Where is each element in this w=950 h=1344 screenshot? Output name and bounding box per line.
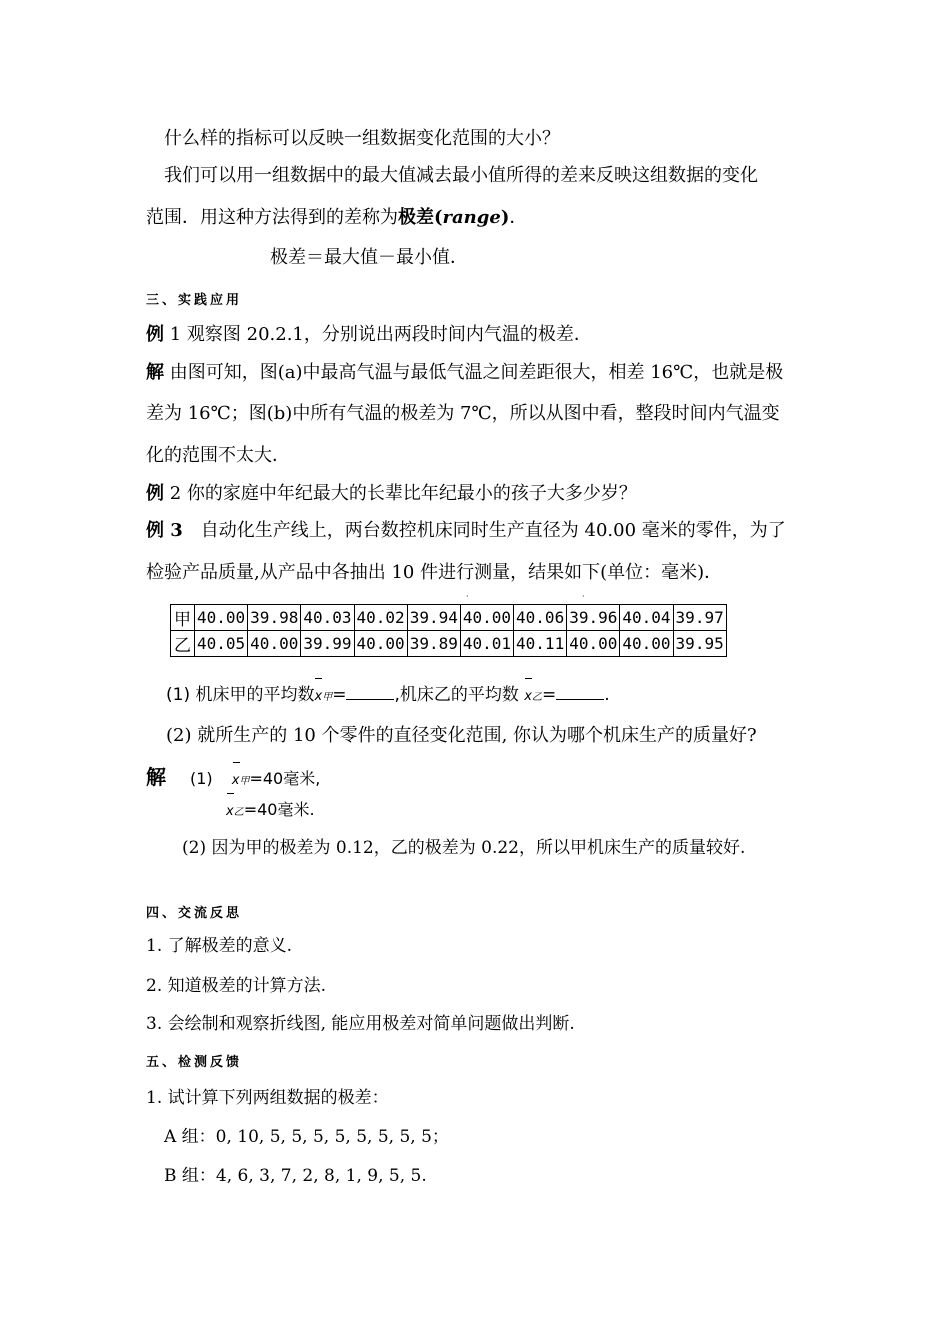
range-term-close: ) [500, 207, 510, 228]
intro-paragraph-line1: 我们可以用一组数据中的最大值减去最小值所得的差来反映这组数据的变化 [164, 165, 758, 186]
question-1 [166, 682, 610, 711]
table-cell: 39.97 [673, 605, 726, 631]
solution-1-text1: 由图可知，图(a)中最高气温与最低气温之间差距很大，相差 16℃，也就是极 [164, 362, 784, 383]
table-cell: 40.02 [354, 605, 407, 631]
stray-dot: · [582, 592, 585, 601]
table-cell: 40.00 [567, 631, 620, 657]
section-heading-feedback: 五、检测反馈 [146, 1055, 243, 1070]
question-2: (2) 就所生产的 10 个零件的直径变化范围, 你认为哪个机床生产的质量好? [166, 725, 757, 746]
equals-sign: = [541, 685, 557, 705]
table-cell: 40.00 [620, 631, 673, 657]
x-bar-symbol [524, 684, 542, 711]
row-label: 乙 [171, 631, 195, 657]
table-cell: 40.11 [514, 631, 567, 657]
range-term [398, 207, 509, 228]
equals-sign: = [332, 685, 347, 705]
solution-1-line1 [146, 360, 783, 386]
x-bar-letter: x [314, 689, 323, 704]
section-heading-reflection: 四、交流反思 [146, 906, 243, 921]
solution-3-value1: =40毫米, [249, 769, 321, 788]
table-cell: 39.99 [301, 631, 354, 657]
subscript-yi: 乙 [531, 692, 542, 703]
feedback-item-1: 1. 试计算下列两组数据的极差： [146, 1088, 389, 1108]
reflection-item-3: 3. 会绘制和观察折线图, 能应用极差对简单问题做出判断. [146, 1014, 575, 1034]
solution-1-line3: 化的范围不太大． [146, 445, 290, 466]
example-2 [146, 481, 637, 507]
table-cell: 39.96 [567, 605, 620, 631]
example-3-line2: 检验产品质量,从产品中各抽出 10 件进行测量，结果如下(单位：毫米)． [146, 562, 723, 583]
period: . [604, 685, 610, 705]
answer-blank-1[interactable] [346, 683, 394, 700]
example-3-label: 例 3 [146, 520, 183, 541]
range-term-en: range [442, 207, 501, 228]
example-1-text: 1 观察图 20.2.1，分别说出两段时间内气温的极差． [164, 324, 592, 345]
x-bar-letter: x [226, 804, 234, 819]
group-b-data: B 组：4, 6, 3, 7, 2, 8, 1, 9, 5, 5. [164, 1166, 427, 1186]
intro-question: 什么样的指标可以反映一组数据变化范围的大小？ [164, 128, 560, 149]
table-cell: 40.00 [195, 605, 248, 631]
intro-paragraph-post: ． [509, 207, 528, 228]
x-bar-letter: x [231, 773, 240, 788]
solution-3-part1-line1 [190, 766, 320, 795]
table-cell: 40.05 [195, 631, 248, 657]
section-heading-practice: 三、实践应用 [146, 293, 243, 308]
table-row [171, 605, 727, 631]
subscript-jia: 甲 [322, 692, 333, 703]
table-cell: 39.95 [673, 631, 726, 657]
solution-3-part2: (2) 因为甲的极差为 0.12，乙的极差为 0.22，所以甲机床生产的质量较好. [182, 838, 746, 858]
example-3-line1 [146, 518, 786, 544]
intro-paragraph-line2 [146, 205, 527, 231]
solution-3-part1-num: (1) [190, 769, 213, 788]
x-bar-symbol [226, 799, 244, 826]
table-cell: 40.00 [460, 605, 513, 631]
question-1-text: (1) 机床甲的平均数 [166, 685, 315, 705]
table-cell: 39.94 [407, 605, 460, 631]
table-cell: 40.01 [460, 631, 513, 657]
x-bar-letter: x [524, 689, 532, 704]
reflection-item-1: 1. 了解极差的意义. [146, 936, 293, 956]
table-cell: 40.03 [301, 605, 354, 631]
subscript-yi: 乙 [233, 807, 244, 818]
table-cell: 39.89 [407, 631, 460, 657]
measurement-table [170, 604, 727, 657]
table-cell: 39.98 [248, 605, 301, 631]
table-cell: 40.06 [514, 605, 567, 631]
table-cell: 40.04 [620, 605, 673, 631]
solution-3-label-text: 解 [146, 765, 166, 789]
range-term-cn: 极差( [398, 207, 443, 228]
row-label: 甲 [171, 605, 195, 631]
table-row [171, 631, 727, 657]
table-cell: 40.00 [248, 631, 301, 657]
group-a-data: A 组：0, 10, 5, 5, 5, 5, 5, 5, 5, 5； [164, 1127, 449, 1147]
question-1-text2: ,机床乙的平均数 [394, 685, 519, 705]
answer-blank-2[interactable] [556, 683, 604, 700]
x-bar-symbol [314, 684, 332, 711]
example-3-text1: 自动化生产线上，两台数控机床同时生产直径为 40.00 毫米的零件，为了 [182, 520, 786, 541]
table-cell: 40.00 [354, 631, 407, 657]
solution-3-label [146, 764, 166, 790]
solution-1-line2: 差为 16℃；图(b)中所有气温的极差为 7℃，所以从图中看，整段时间内气温变 [146, 403, 780, 424]
example-2-text: 2 你的家庭中年纪最大的长辈比年纪最小的孩子大多少岁？ [164, 483, 637, 504]
subscript-jia: 甲 [239, 776, 250, 787]
example-2-label: 例 [146, 483, 164, 504]
example-1 [146, 322, 592, 348]
example-1-label: 例 [146, 324, 164, 345]
solution-3-value2: =40毫米. [243, 800, 315, 819]
solution-1-label: 解 [146, 362, 164, 383]
reflection-item-2: 2. 知道极差的计算方法. [146, 976, 327, 996]
x-bar-symbol [232, 768, 250, 795]
range-formula: 极差＝最大值－最小值． [270, 247, 468, 268]
solution-3-part1-line2 [226, 797, 315, 826]
intro-paragraph-pre: 范围．用这种方法得到的差称为 [146, 207, 398, 228]
stray-dot: · [466, 592, 469, 601]
